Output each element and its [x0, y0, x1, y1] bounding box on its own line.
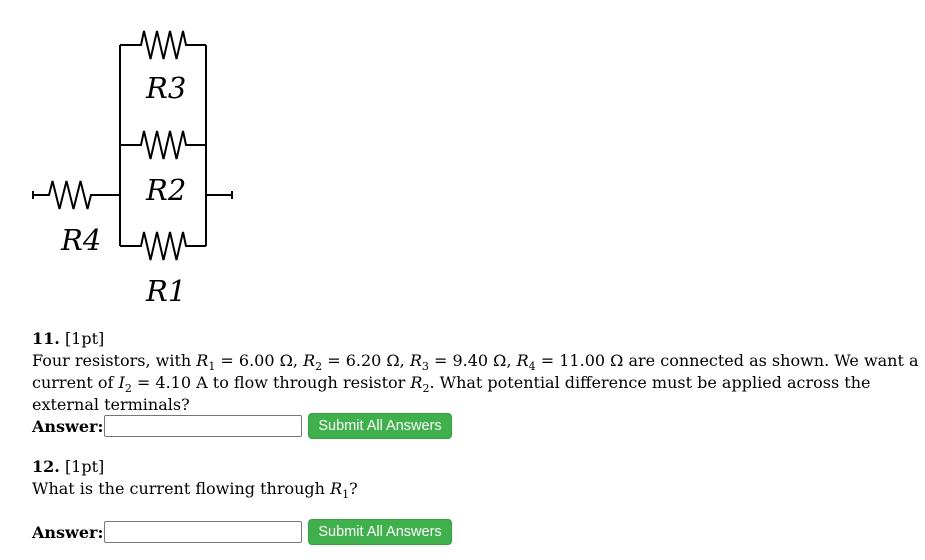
resistor-r4	[33, 181, 120, 209]
answer-label: Answer:	[32, 416, 104, 436]
circuit-diagram	[0, 0, 260, 320]
question-number: 11.	[32, 329, 60, 348]
answer-row-11	[32, 413, 452, 439]
answer-label: Answer:	[32, 522, 104, 542]
resistor-r3	[120, 31, 206, 59]
submit-all-answers-button[interactable]: Submit All Answers	[308, 519, 451, 545]
question-text: What is the current flowing through $R_1$?	[32, 479, 358, 501]
question-header	[32, 328, 922, 350]
question-points: [1pt]	[64, 329, 105, 348]
resistor-r2	[120, 131, 206, 159]
answer-row-12	[32, 519, 452, 545]
submit-all-answers-button[interactable]: Submit All Answers	[308, 413, 451, 439]
resistor-r1	[120, 232, 206, 260]
label-r3: R3	[146, 71, 187, 105]
answer-input-11[interactable]	[104, 415, 302, 437]
question-number: 12.	[32, 457, 60, 476]
question-12	[32, 456, 922, 500]
label-r1: R1	[146, 274, 187, 308]
question-text: Four resistors, with $R_1 = 6.00$ Ω, $R_2 = 6.20$ Ω, $R_3 = 9.40$ Ω, $R_4 = 11.00$ Ω are connected as shown. We want a current of $I_2 = 4.10$ A to flow through resistor $R_2$. What potential difference must be applied across the external terminals?	[32, 351, 919, 414]
question-points: [1pt]	[64, 457, 105, 476]
label-r2: R2	[146, 173, 187, 207]
question-11	[32, 328, 922, 416]
answer-input-12[interactable]	[104, 521, 302, 543]
label-r4: R4	[61, 223, 102, 257]
question-header	[32, 456, 922, 478]
